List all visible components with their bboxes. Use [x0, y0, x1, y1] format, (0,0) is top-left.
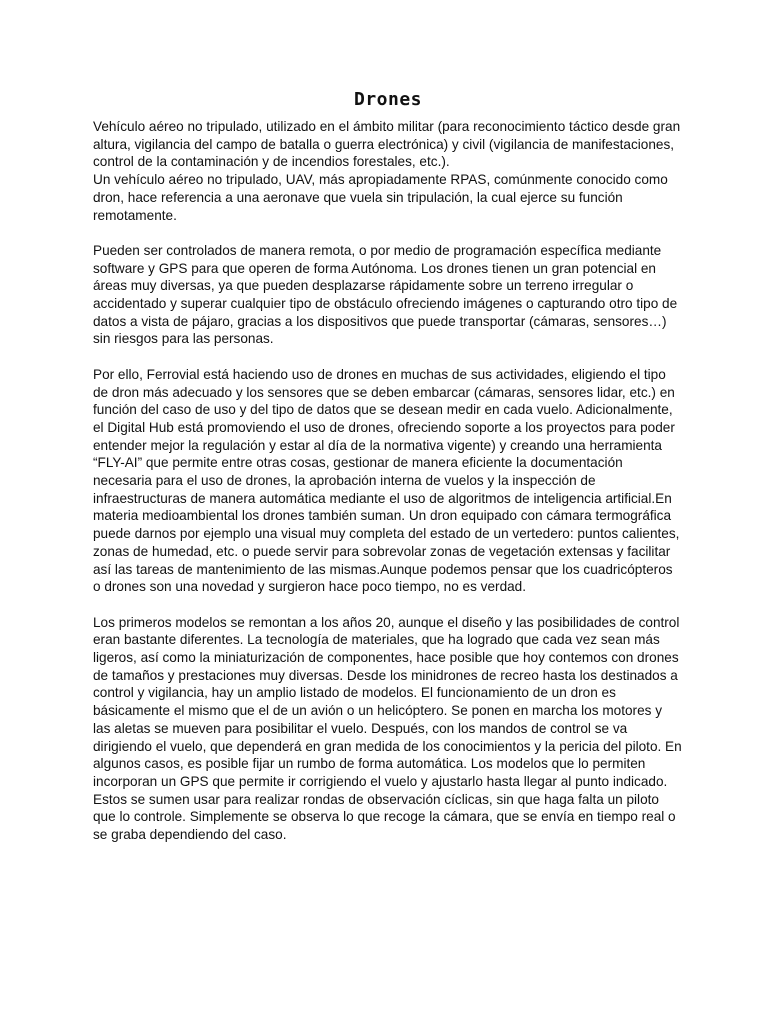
paragraph-block-2: [93, 242, 683, 348]
document-page: [93, 88, 683, 861]
document-title: Drones: [353, 89, 423, 110]
paragraph-block-3: [93, 366, 683, 596]
paragraph: Vehículo aéreo no tripulado, utilizado en el ámbito militar (para reconocimiento táctico desde gran altura, vigilancia del campo de batalla o guerra electrónica) y civil (vigilancia de manifestaciones, control de la contaminación y de incendios forestales, etc.).: [93, 119, 681, 170]
paragraph: Pueden ser controlados de manera remota, o por medio de programación específica mediante software y GPS para que operen de forma Autónoma. Los drones tienen un gran potencial en áreas muy diversas, ya que pueden desplazarse rápidamente sobre un terreno irregular o accidentado y superar cualquier tipo de obstáculo ofreciendo imágenes o capturando otro tipo de datos a vista de pájaro, gracias a los dispositivos que puede transportar (cámaras, sensores…) sin riesgos para las personas.: [93, 242, 678, 347]
paragraph: Los primeros modelos se remontan a los años 20, aunque el diseño y las posibilidades de control eran bastante diferentes. La tecnología de materiales, que ha logrado que cada vez sean más ligeros, así como la miniaturización de componentes, hace posible que hoy contemos con drones de tamaños y prestaciones muy diversas. Desde los minidrones de recreo hasta los destinados a control y vigilancia, hay un amplio listado de modelos. El funcionamiento de un dron es básicamente el mismo que el de un avión o un helicóptero. Se ponen en marcha los motores y las aletas se mueven para posibilitar el vuelo. Después, con los mandos de control se va dirigiendo el vuelo, que dependerá en gran medida de los conocimientos y la pericia del piloto. En algunos casos, es posible fijar un rumbo de forma automática. Los modelos que lo permiten incorporan un GPS que permite ir corrigiendo el vuelo y ajustarlo hasta llegar al punto indicado. Estos se sumen usar para realizar rondas de observación cíclicas, sin que haga falta un piloto que lo controle. Simplemente se observa lo que recoge la cámara, que se envía en tiempo real o se graba dependiendo del caso.: [93, 614, 682, 843]
paragraph: Un vehículo aéreo no tripulado, UAV, más apropiadamente RPAS, comúnmente conocido como dron, hace referencia a una aeronave que vuela sin tripulación, la cual ejerce su función remotamente.: [93, 172, 668, 223]
paragraph: Por ello, Ferrovial está haciendo uso de drones en muchas de sus actividades, eligiendo el tipo de dron más adecuado y los sensores que se deben embarcar (cámaras, sensores lidar, etc.) en función del caso de uso y del tipo de datos que se desean medir en cada vuelo. Adicionalmente, el Digital Hub está promoviendo el uso de drones, ofreciendo soporte a los proyectos para poder entender mejor la regulación y estar al día de la normativa vigente) y creando una herramienta “FLY-AI” que permite entre otras cosas, gestionar de manera eficiente la documentación necesaria para el uso de drones, la aprobación interna de vuelos y la inspección de infraestructuras de manera automática mediante el uso de algoritmos de inteligencia artificial.En materia medioambiental los drones también suman. Un dron equipado con cámara termográfica puede darnos por ejemplo una visual muy completa del estado de un vertedero: puntos calientes, zonas de humedad, etc. o puede servir para sobrevolar zonas de vegetación extensas y facilitar así las tareas de mantenimiento de las mismas.Aunque podemos pensar que los cuadricópteros o drones son una novedad y surgieron hace poco tiempo, no es verdad.: [93, 366, 680, 595]
paragraph-block-4: [93, 614, 683, 844]
paragraph-block-1: [93, 118, 683, 224]
document-body: [93, 118, 683, 844]
